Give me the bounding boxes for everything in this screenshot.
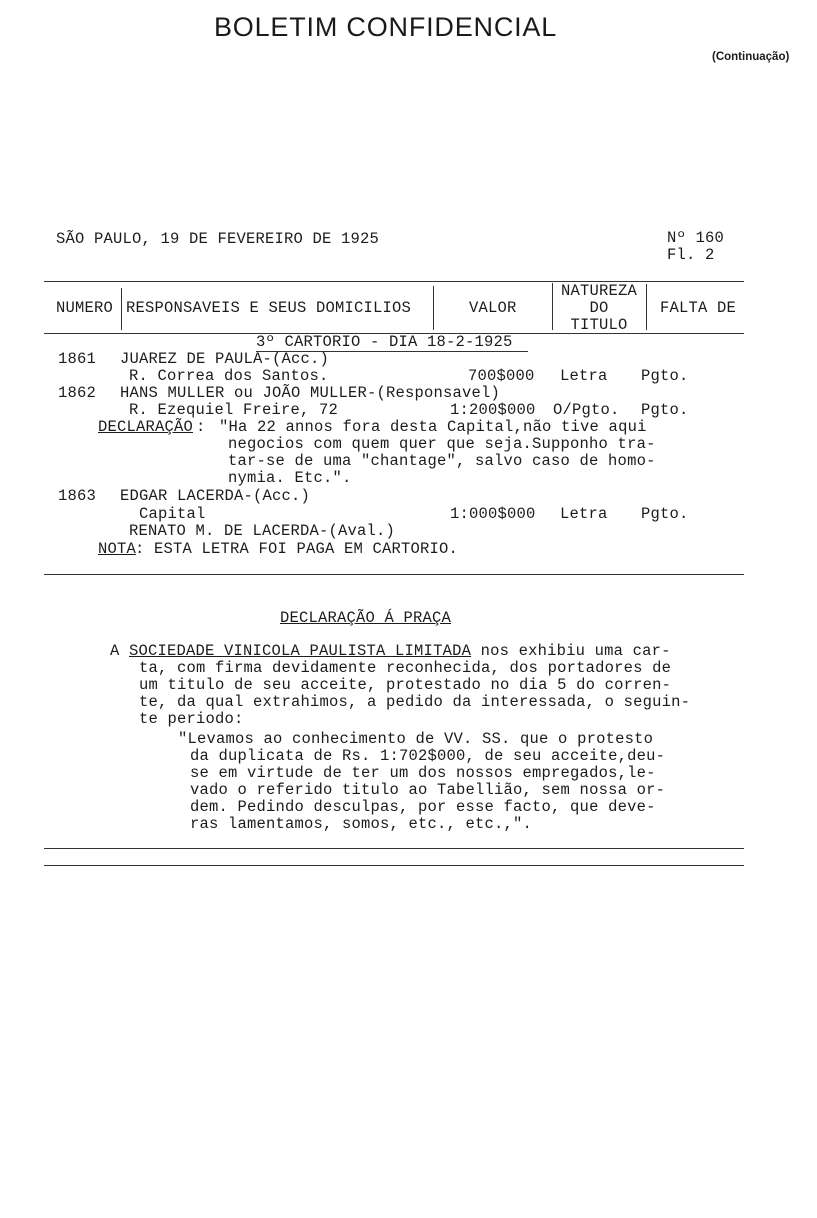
place-date: SÃO PAULO, 19 DE FEVEREIRO DE 1925 [56, 230, 380, 248]
note-text: : ESTA LETRA FOI PAGA EM CARTORIO. [135, 540, 459, 558]
entry-value: 1:000$000 [450, 505, 536, 523]
declaration-line: "Ha 22 annos fora desta Capital,não tive aqui [219, 418, 647, 436]
column-header-natureza: NATUREZA [560, 282, 637, 300]
declaration-title: DECLARAÇÃO Á PRAÇA [280, 609, 452, 627]
entry-address: Capital [139, 505, 206, 523]
entry-fault: Pgto. [641, 367, 689, 385]
column-header-natureza: DO [589, 299, 609, 317]
entry-name: JUAREZ DE PAULA-(Acc.) [120, 350, 330, 368]
table-bottom-rule [44, 574, 744, 575]
declaration-line: negocios com quem quer que seja.Supponho tra- [228, 435, 656, 453]
quote-line: da duplicata de Rs. 1:702$000, de seu acceite,deu- [190, 747, 666, 765]
declaration-intro-line: A SOCIEDADE VINICOLA PAULISTA LIMITADA nos exhibiu uma car- [110, 642, 671, 660]
entry-nature: Letra [560, 367, 608, 385]
entry-value: 700$000 [468, 367, 535, 385]
entry-name: HANS MULLER ou JOÃO MULLER-(Responsavel) [120, 384, 501, 402]
quote-line: ras lamentamos, somos, etc., etc.,". [190, 815, 533, 833]
column-header-responsaveis: RESPONSAVEIS E SEUS DOMICILIOS [126, 299, 412, 317]
sheet-number: Fl. 2 [667, 246, 715, 264]
entry-fault: Pgto. [641, 401, 689, 419]
column-divider [552, 283, 553, 330]
section-heading: 3º CARTORIO - DIA 18-2-1925 [256, 333, 513, 351]
page-title: BOLETIM CONFIDENCIAL [214, 12, 558, 42]
column-header-natureza: TITULO [570, 316, 628, 334]
column-header-falta: FALTA DE [660, 299, 737, 317]
declaration-intro-line: te periodo: [139, 710, 244, 728]
declaration-line: tar-se de uma "chantage", salvo caso de homo- [228, 452, 656, 470]
column-header-numero: NUMERO [56, 299, 114, 317]
declaration-intro-line: um titulo de seu acceite, protestado no dia 5 do corren- [139, 676, 672, 694]
entry-guarantor: RENATO M. DE LACERDA-(Aval.) [129, 522, 396, 540]
column-header-valor: VALOR [469, 299, 517, 317]
quote-line: se em virtude de ter um dos nossos empregados,le- [190, 764, 656, 782]
company-name: SOCIEDADE VINICOLA PAULISTA LIMITADA [129, 642, 472, 660]
column-divider [433, 286, 434, 330]
entry-nature: O/Pgto. [553, 401, 620, 419]
declaration-intro-line: te, da qual extrahimos, a pedido da interessada, o seguin- [139, 693, 691, 711]
declaration-line: nymia. Etc.". [228, 469, 352, 487]
quote-line: "Levamos ao conhecimento de VV. SS. que o protesto [178, 730, 654, 748]
entry-number: 1861 [58, 350, 97, 368]
entry-value: 1:200$000 [450, 401, 536, 419]
declaration-label: DECLARAÇÃO [98, 418, 194, 436]
continuation-label: (Continuação) [712, 51, 790, 63]
column-divider [646, 284, 647, 330]
closing-rule [44, 848, 744, 849]
entry-address: R. Correa dos Santos. [129, 367, 329, 385]
entry-number: 1862 [58, 384, 97, 402]
entry-fault: Pgto. [641, 505, 689, 523]
entry-nature: Letra [560, 505, 608, 523]
column-divider [121, 288, 122, 330]
quote-line: vado o referido titulo ao Tabellião, sem nossa or- [190, 781, 666, 799]
entry-address: R. Ezequiel Freire, 72 [129, 401, 339, 419]
closing-rule [44, 865, 744, 866]
entry-number: 1863 [58, 487, 97, 505]
bulletin-number: Nº 160 [667, 229, 725, 247]
entry-name: EDGAR LACERDA-(Acc.) [120, 487, 311, 505]
quote-line: dem. Pedindo desculpas, por esse facto, que deve- [190, 798, 656, 816]
declaration-intro-line: ta, com firma devidamente reconhecida, dos portadores de [139, 659, 672, 677]
note-label: NOTA [98, 540, 137, 558]
table-top-rule [44, 281, 744, 282]
